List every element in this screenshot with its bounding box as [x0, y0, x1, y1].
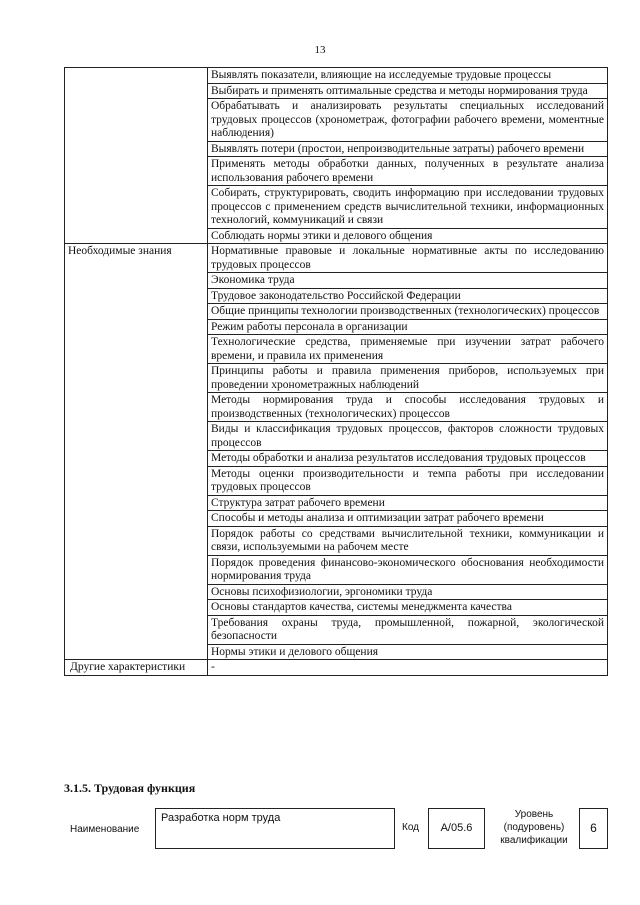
knowledge-item: Технологические средства, применяемые при изучении затрат рабочего времени, и правила их применения: [208, 335, 608, 364]
page-number: 13: [314, 44, 326, 56]
other-characteristics-label: Другие характеристики: [65, 660, 208, 676]
knowledge-item: Порядок работы со средствами вычислительной техники, коммуникации и связи, используемыми на рабочем месте: [208, 526, 608, 555]
section-title: 3.1.5. Трудовая функция: [64, 781, 196, 795]
qualification-level-label: Уровень (подуровень) квалификации: [500, 809, 568, 846]
skill-item: Выявлять потери (простои, непроизводительные затраты) рабочего времени: [208, 141, 608, 157]
knowledge-item: Режим работы персонала в организации: [208, 319, 608, 335]
skills-label-cell: [65, 68, 208, 244]
knowledge-item: Порядок проведения финансово-экономического обоснования необходимости нормирования труда: [208, 555, 608, 584]
knowledge-item: Методы нормирования труда и способы исследования трудовых и производственных (технологических) процессов: [208, 393, 608, 422]
requirements-table: [64, 67, 608, 676]
function-name-field: Разработка норм труда: [155, 808, 395, 849]
skill-item: Собирать, структурировать, сводить информацию при исследовании трудовых процессов с применением средств вычислительной техники, информационных технологий, коммуникаций и связи: [208, 186, 608, 229]
skill-item: Соблюдать нормы этики и делового общения: [208, 228, 608, 244]
skill-item: Выбирать и применять оптимальные средства и методы нормирования труда: [208, 83, 608, 99]
knowledge-item: Трудовое законодательство Российской Федерации: [208, 288, 608, 304]
knowledge-item: Общие принципы технологии производственных (технологических) процессов: [208, 304, 608, 320]
table-row: [65, 660, 608, 676]
knowledge-item: Структура затрат рабочего времени: [208, 495, 608, 511]
table-row: [65, 68, 608, 84]
knowledge-item: Основы психофизиологии, эргономики труда: [208, 584, 608, 600]
skill-item: Применять методы обработки данных, полученных в результате анализа использования рабочего времени: [208, 157, 608, 186]
code-label: Код: [402, 822, 420, 833]
function-code-field: A/05.6: [428, 808, 485, 849]
knowledge-label: Необходимые знания: [65, 244, 208, 660]
knowledge-item: Нормы этики и делового общения: [208, 644, 608, 660]
knowledge-item: Виды и классификация трудовых процессов, факторов сложности трудовых процессов: [208, 422, 608, 451]
qualification-level-field: 6: [579, 808, 608, 849]
name-label: Наименование: [70, 824, 140, 835]
knowledge-item: Способы и методы анализа и оптимизации затрат рабочего времени: [208, 511, 608, 527]
knowledge-item: Основы стандартов качества, системы менеджмента качества: [208, 600, 608, 616]
knowledge-item: Методы оценки производительности и темпа работы при исследовании трудовых процессов: [208, 466, 608, 495]
knowledge-item: Экономика труда: [208, 273, 608, 289]
knowledge-item: Нормативные правовые и локальные нормативные акты по исследованию трудовых процессов: [208, 244, 608, 273]
knowledge-item: Требования охраны труда, промышленной, пожарной, экологической безопасности: [208, 615, 608, 644]
table-row: [65, 244, 608, 273]
skill-item: Обрабатывать и анализировать результаты специальных исследований трудовых процессов (хронометраж, фотографии рабочего времени, моментные наблюдения): [208, 99, 608, 142]
other-characteristics-value: -: [208, 660, 608, 676]
knowledge-item: Методы обработки и анализа результатов исследования трудовых процессов: [208, 451, 608, 467]
skill-item: Выявлять показатели, влияющие на исследуемые трудовые процессы: [208, 68, 608, 84]
knowledge-item: Принципы работы и правила применения приборов, используемых при проведении хронометражных наблюдений: [208, 364, 608, 393]
